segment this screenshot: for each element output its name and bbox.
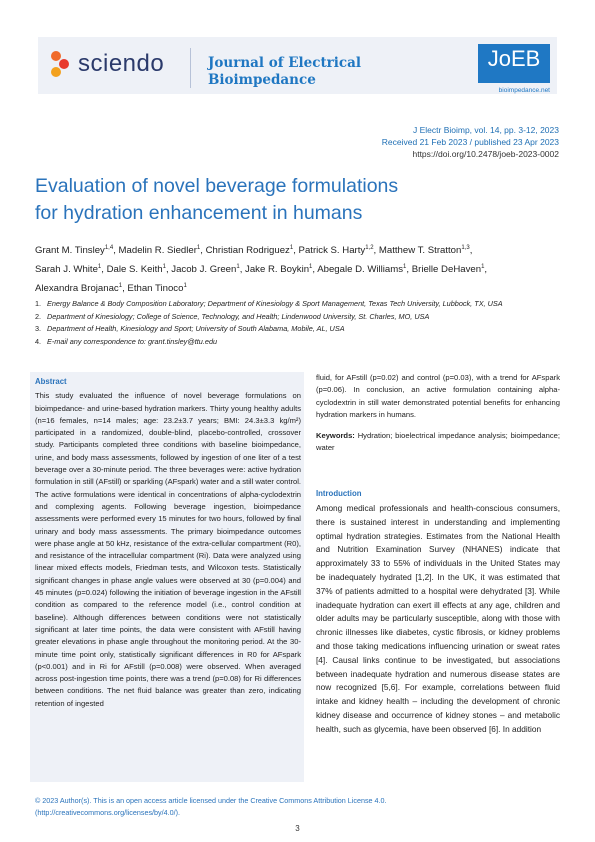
- journal-abbrev: JoEB: [487, 46, 541, 71]
- abstract-heading: Abstract: [35, 377, 67, 386]
- page-number: 3: [295, 824, 300, 833]
- author-affiliation-mark: 1: [196, 245, 201, 251]
- author-affiliation-mark: 1: [481, 264, 485, 271]
- journal-name: [208, 55, 408, 89]
- author-name: Christian Rodriguez: [205, 245, 290, 257]
- author-name: Sarah J. White: [35, 264, 98, 276]
- article-title: [35, 173, 535, 227]
- publisher-name: sciendo: [78, 50, 165, 77]
- abstract-continued: fluid, for AFstill (p=0.02) and control (p=0.03), with a trend for AFspark (p=0.06). In conclusion, an active formulation containing alpha-cyclodextrin in still water demonstrated potential benefits for enhancing hydration markers in humans.: [316, 373, 560, 419]
- journal-name-line1: Journal of Electrical: [208, 55, 362, 71]
- right-column: [316, 372, 560, 455]
- author-affiliation-mark: 1,3: [461, 245, 470, 251]
- author-name: Patrick S. Harty: [298, 245, 366, 257]
- author-name: Madelin R. Siedler: [118, 245, 197, 257]
- author-affiliation-mark: 1: [162, 264, 166, 271]
- authors-line2: Sarah J. White$^1$, Dale S. Keith$^1$, Jacob J. Green$^1$, Jake R. Boykin$^1$, Abegale D. Williams$^1$, Brielle DeHaven$^1$,: [35, 264, 488, 276]
- sciendo-logo-icon: [50, 50, 70, 78]
- article-dates: Received 21 Feb 2023 / published 23 Apr 2023: [381, 137, 559, 147]
- affiliation-number: 3.: [35, 324, 42, 333]
- author-name: Jake R. Boykin: [245, 264, 310, 276]
- author-name: Jacob J. Green: [171, 264, 237, 276]
- author-affiliation-mark: 1: [403, 264, 407, 271]
- author-affiliation-mark: 1: [289, 245, 294, 251]
- affiliation-item: [35, 336, 565, 349]
- affiliation-number: 1.: [35, 299, 42, 308]
- keywords-label: Keywords:: [316, 431, 355, 441]
- affiliation-text: Department of Health, Kinesiology and Sport; University of South Alabama, Mobile, AL, USA: [47, 324, 345, 333]
- affiliation-number: 2.: [35, 311, 42, 321]
- author-affiliation-mark: 1: [118, 283, 123, 290]
- title-line2: for hydration enhancement in humans: [35, 202, 363, 224]
- author-name: Ethan Tinoco: [127, 283, 184, 295]
- introduction-body: Among medical professionals and health-conscious consumers, there is sustained interest in understanding and implementing optimal hydration strategies. Estimates from the National Health and Nutrition Examination Survey (NHANES) indicate that approximately 33 to 55% of individuals in the United States may be inadequately hydrated [1,2]. In the UK, it was estimated that 37% of patients admitted to a hospital were dehydrated [3]. While inadequate hydration can exert ill effects at any age, children and older adults may be particularly susceptible, along with those with chronic illnesses like diabetes, cystic fibrosis, or kidney problems and those taking medications influencing urination or sweat rates [4]. Causal links continue to be investigated, but associations between inadequate hydration and numerous disease states are now recognized [5,6]. For example, correlations between fluid intake and kidney health – including the development of chronic kidney disease and occurrence of kidney stones – and metabolic health, such as glycemia, have been observed [6]. In addition: [316, 503, 560, 734]
- author-name: Brielle DeHaven: [411, 264, 482, 276]
- author-affiliation-mark: 1,2: [365, 245, 374, 251]
- author-list: [35, 240, 565, 298]
- author-name: Alexandra Brojanac: [35, 283, 119, 295]
- affiliation-text: Energy Balance & Body Composition Laboratory; Department of Kinesiology & Sport Management, Texas Tech University, Lubbock, TX, USA: [47, 299, 503, 308]
- authors-line1: Grant M. Tinsley$^{1,4}$, Madelin R. Siedler$^1$, Christian Rodriguez$^1$, Patrick S. Harty$^{1,2}$, Matthew T. Stratton$^{1,3}$,: [35, 245, 473, 257]
- affiliation-number: 4.: [35, 336, 42, 346]
- affiliation-item: [35, 311, 565, 324]
- abstract-body: This study evaluated the influence of novel beverage formulations on bioimpedance- and urine-based hydration markers. Thirty young healthy adults (n=16 females, n=14 males; age: 23.2±3.7 years; BMI: 24.3±3.3 kg/m²) participated in a randomized, double-blind, placebo-controlled, crossover study. Participants completed three conditions with baseline bioimpedance, urine, and body mass assessments, followed by ingestion of one liter of a test beverage over a 30-minute period. The three beverages were: active hydration formulation in still (AFstill) or sparkling (AFspark) water and a still water control. The active formulations were identical in concentrations of alpha-cyclodextrin and complexing agents. Following beverage ingestion, bioimpedance assessments were performed every 15 minutes for two hours, followed by final urinary and body mass assessments. The primary bioimpedance outcomes were phase angle at 50 kHz, resistance of the extra-cellular compartment (R0), and resistance of the intracellular compartment (Ri). Data were analyzed using linear mixed effects models, Friedman tests, and Wilcoxon tests. Statistically significant changes in phase angle values were observed at 30 (p=0.004) and 45 minutes (p=0.024) following the initiation of beverage ingestion in the AFstill condition as compared to the reference model (i.e., control condition at baseline). Although differences between conditions were not statistically significant at later time points, the data were consistent with AFstill having greater elevations in phase angle throughout the monitoring period. At the 30-minute time point only, statistically significant differences in R0 for AFspark (p<0.001) and in Ri for AFstill (p=0.008) were observed. When averaged across post-ingestion time points, there was a trend (p=0.08) for Ri differences between conditions. The net fluid balance was greater than zero, indicating retention of ingested: [35, 391, 301, 708]
- author-name: Matthew T. Stratton: [378, 245, 462, 257]
- banner-divider: [190, 48, 191, 88]
- abstract-box: [30, 372, 304, 782]
- introduction-heading: Introduction: [316, 489, 362, 498]
- affiliation-text: Department of Kinesiology; College of Science, Technology, and Health; Lindenwood University, St. Charles, MO, USA: [47, 311, 430, 321]
- affiliation-item: [35, 298, 565, 311]
- affiliation-item: [35, 323, 565, 336]
- author-name: Dale S. Keith: [106, 264, 163, 276]
- license-link[interactable]: (http://creativecommons.org/licenses/by/4.0/).: [35, 808, 181, 817]
- journal-url[interactable]: bioimpedance.net: [498, 87, 550, 94]
- affiliation-text: E-mail any correspondence to: grant.tinsley@ttu.edu: [47, 336, 218, 346]
- author-name: Grant M. Tinsley: [35, 245, 105, 257]
- author-affiliation-mark: 1: [183, 283, 187, 290]
- keywords: [316, 430, 560, 455]
- license-notice: [35, 795, 575, 819]
- author-affiliation-mark: 1: [309, 264, 313, 271]
- author-affiliation-mark: 1: [97, 264, 102, 271]
- author-affiliation-mark: 1,4: [104, 245, 114, 251]
- license-line1: © 2023 Author(s). This is an open access article licensed under the Creative Commons Attribution License 4.0.: [35, 796, 387, 805]
- title-line1: Evaluation of novel beverage formulations: [35, 175, 399, 197]
- author-affiliation-mark: 1: [236, 264, 240, 271]
- journal-name-line2: Bioimpedance: [208, 72, 316, 88]
- journal-reference: J Electr Bioimp, vol. 14, pp. 3-12, 2023: [413, 125, 559, 135]
- doi-link[interactable]: https://doi.org/10.2478/joeb-2023-0002: [412, 149, 559, 159]
- keywords-text: Hydration; bioelectrical impedance analysis; bioimpedance; water: [316, 431, 560, 453]
- author-name: Abegale D. Williams: [317, 264, 404, 276]
- authors-line3: Alexandra Brojanac$^1$, Ethan Tinoco$^1$: [35, 283, 187, 295]
- affiliations: [35, 298, 565, 348]
